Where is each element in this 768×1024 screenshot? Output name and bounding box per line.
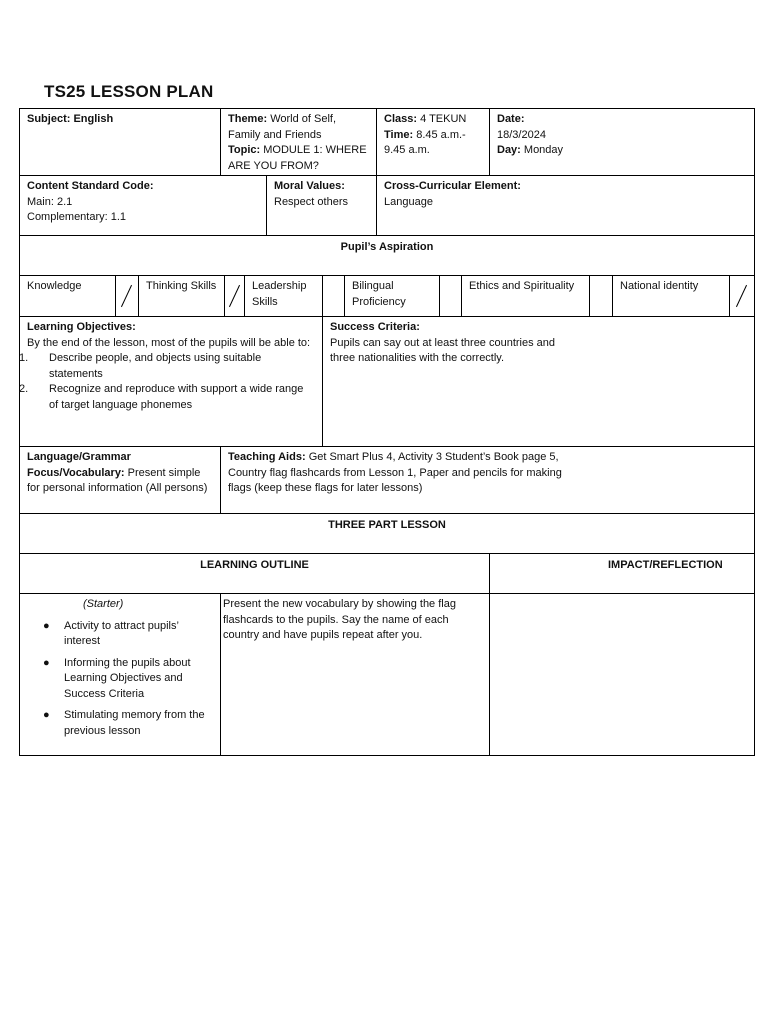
subject-value: English — [73, 113, 114, 125]
starter-cell — [20, 594, 220, 755]
learning-outline-heading — [20, 554, 489, 593]
learning-objectives-label: Learning Objectives: — [27, 321, 136, 333]
subject-label: Subject: — [27, 113, 71, 125]
starter-reflection-cell — [489, 594, 754, 755]
content-standard-label: Content Standard Code: — [27, 180, 154, 192]
content-standard-cell — [20, 176, 266, 235]
learning-objectives-intro: By the end of the lesson, most of the pupils will be able to: — [27, 336, 311, 349]
subject-cell — [20, 109, 220, 175]
check-slash-icon — [121, 285, 132, 307]
aspiration-knowledge — [20, 276, 115, 316]
time-label: Time: — [384, 128, 414, 141]
theme-label: Theme: — [228, 113, 268, 125]
three-part-text: THREE PART LESSON — [328, 519, 446, 531]
list-item — [19, 382, 315, 413]
aspiration-heading — [20, 236, 754, 275]
aspiration-label: National identity — [620, 280, 699, 292]
class-value: 4 TEKUN — [420, 113, 467, 125]
aspiration-knowledge-check — [115, 276, 138, 316]
list-item — [20, 619, 213, 650]
day-label: Day: — [497, 144, 521, 156]
starter-row — [19, 593, 755, 756]
teaching-aids-label: Teaching Aids: — [228, 451, 306, 463]
aspiration-label: Bilingual Proficiency — [352, 280, 406, 308]
objectives-list — [19, 351, 315, 413]
date-label: Date: — [497, 113, 525, 125]
starter-title: (Starter) — [83, 598, 124, 610]
aspiration-leadership — [244, 276, 322, 316]
aspiration-heading-row — [19, 235, 755, 276]
standards-row — [19, 175, 755, 236]
three-part-row — [19, 513, 755, 554]
list-item — [20, 708, 213, 739]
bullet-text: Activity to attract pupils’ interest — [64, 619, 179, 647]
bullet-icon: ● — [43, 656, 50, 669]
teaching-aids-cell — [220, 447, 754, 513]
theme-cell — [220, 109, 376, 175]
class-label: Class: — [384, 113, 418, 125]
success-criteria-cell — [322, 317, 754, 446]
impact-reflection-heading — [489, 554, 754, 593]
aspiration-label: Ethics and Spirituality — [469, 280, 575, 292]
language-row — [19, 446, 755, 514]
cross-curricular-cell — [376, 176, 754, 235]
success-criteria-text: Pupils can say out at least three countries and three nationalities with the correctly. — [330, 336, 556, 364]
aspiration-row — [19, 275, 755, 317]
learning-objectives-cell — [20, 317, 322, 446]
moral-values-cell — [266, 176, 376, 235]
outline-heading-row — [19, 553, 755, 594]
check-slash-icon — [736, 285, 747, 307]
language-value: Present simple for personal information (All persons) — [27, 466, 208, 494]
date-cell — [489, 109, 754, 175]
main-standard: Main: 2.1 — [27, 195, 73, 208]
list-number: 2. — [19, 383, 29, 395]
topic-label: Topic: — [228, 144, 261, 156]
date-value: 18/3/2024 — [497, 128, 546, 141]
list-item — [19, 351, 315, 382]
aspiration-label: Leadership Skills — [252, 280, 307, 308]
header-row — [19, 108, 755, 176]
aspiration-ethics — [461, 276, 589, 316]
aspiration-heading-text: Pupil’s Aspiration — [340, 241, 434, 253]
aspiration-national — [612, 276, 729, 316]
topic-value: MODULE 1: WHERE ARE YOU FROM? — [228, 144, 367, 172]
bullet-text: Informing the pupils about Learning Objectives and Success Criteria — [64, 656, 191, 700]
class-cell — [376, 109, 489, 175]
list-number: 1. — [19, 352, 29, 364]
complementary-standard: Complementary: 1.1 — [27, 211, 127, 223]
aspiration-label: Knowledge — [27, 280, 82, 292]
check-slash-icon — [229, 285, 240, 307]
bullet-text: Stimulating memory from the previous lesson — [64, 709, 205, 737]
aspiration-label: Thinking Skills — [146, 280, 217, 292]
starter-activity-cell — [220, 594, 489, 755]
page-title: TS25 LESSON PLAN — [44, 82, 214, 101]
aspiration-bilingual-check — [439, 276, 461, 316]
language-label: Language/Grammar Focus/Vocabulary: — [27, 451, 131, 479]
aspiration-bilingual — [344, 276, 439, 316]
teaching-aids-value: Get Smart Plus 4, Activity 3 Student’s Book page 5, Country flag flashcards from Lesson 1, Paper and pencils for making flags (keep these flags for later lessons) — [228, 451, 562, 494]
objectives-row — [19, 316, 755, 447]
cross-curricular-label: Cross-Curricular Element: — [384, 180, 521, 192]
impact-reflection-text: IMPACT/REFLECTION — [608, 559, 723, 571]
bullet-icon: ● — [43, 619, 50, 632]
three-part-heading — [20, 514, 754, 553]
time-value: 8.45 a.m.- 9.45 a.m. — [384, 128, 466, 156]
teaching-aids-text — [228, 450, 578, 497]
aspiration-national-check — [729, 276, 754, 316]
moral-values-value: Respect others — [274, 195, 348, 208]
aspiration-ethics-check — [589, 276, 612, 316]
language-cell — [20, 447, 220, 513]
list-text: Recognize and reproduce with support a wide range of target language phonemes — [49, 383, 304, 411]
aspiration-leadership-check — [322, 276, 344, 316]
learning-outline-text: LEARNING OUTLINE — [200, 559, 309, 571]
list-item — [20, 656, 213, 703]
starter-activity-text: Present the new vocabulary by showing the flag flashcards to the pupils. Say the name of each country and have pupils repeat after you. — [223, 598, 456, 641]
cross-curricular-value: Language — [384, 195, 433, 208]
day-value: Monday — [523, 144, 564, 156]
aspiration-thinking — [138, 276, 224, 316]
moral-values-label: Moral Values: — [274, 180, 345, 192]
aspiration-thinking-check — [224, 276, 244, 316]
success-criteria-label: Success Criteria: — [330, 321, 420, 333]
theme-value: World of Self, Family and Friends — [228, 113, 337, 141]
list-text: Describe people, and objects using suitable statements — [49, 352, 262, 380]
bullet-icon: ● — [43, 709, 50, 721]
